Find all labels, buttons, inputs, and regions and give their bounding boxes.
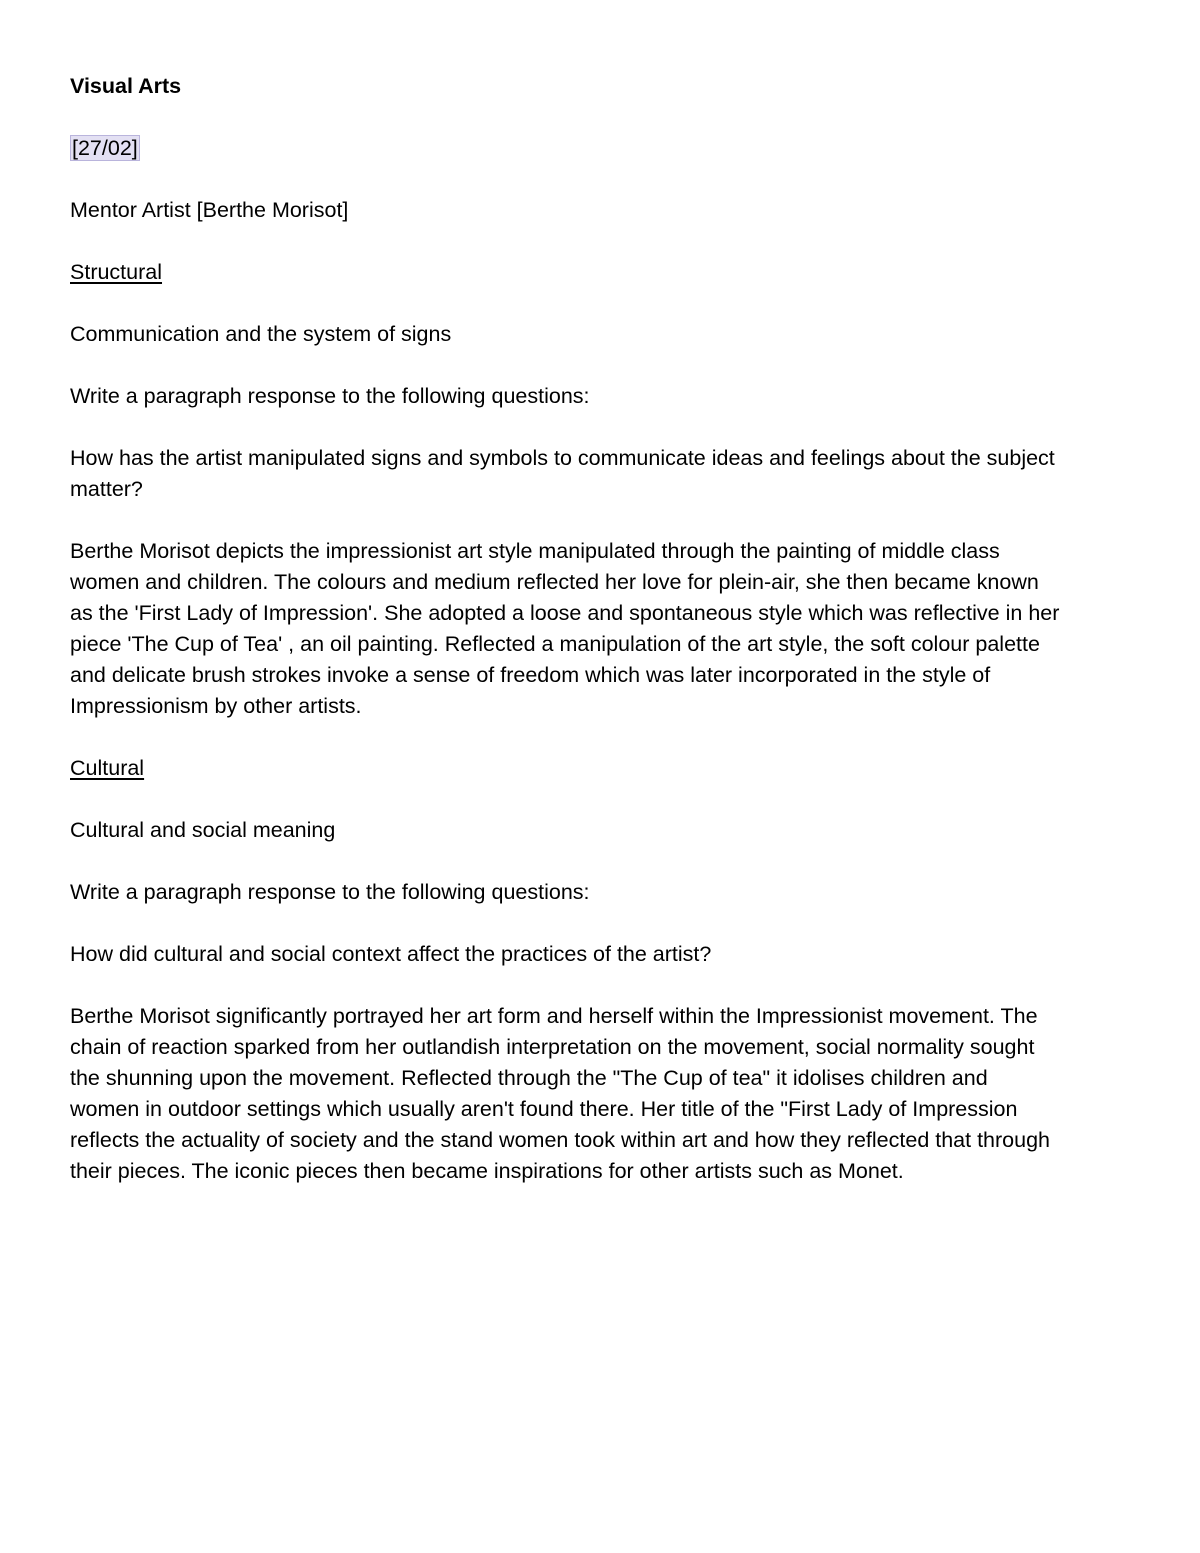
section-response: Berthe Morisot significantly portrayed her art form and herself within the Impressionist movement. The chain of reaction sparked from her outlandish interpretation on the movement, social normality sought the shunning upon the movement. Reflected through the "The Cup of tea" it idolises children and women in outdoor settings which usually aren't found there. Her title of the "First Lady of Impression reflects the actuality of society and the stand women took within art and how they reflected that through their pieces. The iconic pieces then became inspirations for other artists such as Monet. [70, 1004, 1051, 1183]
section-response: Berthe Morisot depicts the impressionist art style manipulated through the painting of middle class women and children. The colours and medium reflected her love for plein-air, she then became known as the 'First Lady of Impression'. She adopted a loose and spontaneous style which was reflective in her piece 'The Cup of Tea' , an oil painting. Reflected a manipulation of the art style, the soft colour palette and delicate brush strokes invoke a sense of freedom which was later incorporated in the style of Impressionism by other artists. [70, 539, 1060, 718]
section-subheading: Cultural and social meaning [70, 818, 336, 842]
section-heading-text: Cultural [70, 756, 145, 780]
section-instruction: Write a paragraph response to the following questions: [70, 384, 590, 408]
section-question: How did cultural and social context affect the practices of the artist? [70, 942, 712, 966]
section-heading-text: Structural [70, 260, 163, 284]
date-line [70, 133, 1070, 164]
mentor-artist-line: Mentor Artist [Berthe Morisot] [70, 198, 349, 222]
document-title: Visual Arts [70, 74, 182, 98]
section-subheading: Communication and the system of signs [70, 322, 452, 346]
section-question: How has the artist manipulated signs and symbols to communicate ideas and feelings about the subject matter? [70, 446, 1055, 501]
section-heading-structural [70, 257, 1070, 288]
document-page [70, 71, 1070, 1218]
section-instruction: Write a paragraph response to the following questions: [70, 880, 590, 904]
date-text[interactable]: [27/02] [72, 136, 138, 160]
section-heading-cultural [70, 753, 1070, 784]
